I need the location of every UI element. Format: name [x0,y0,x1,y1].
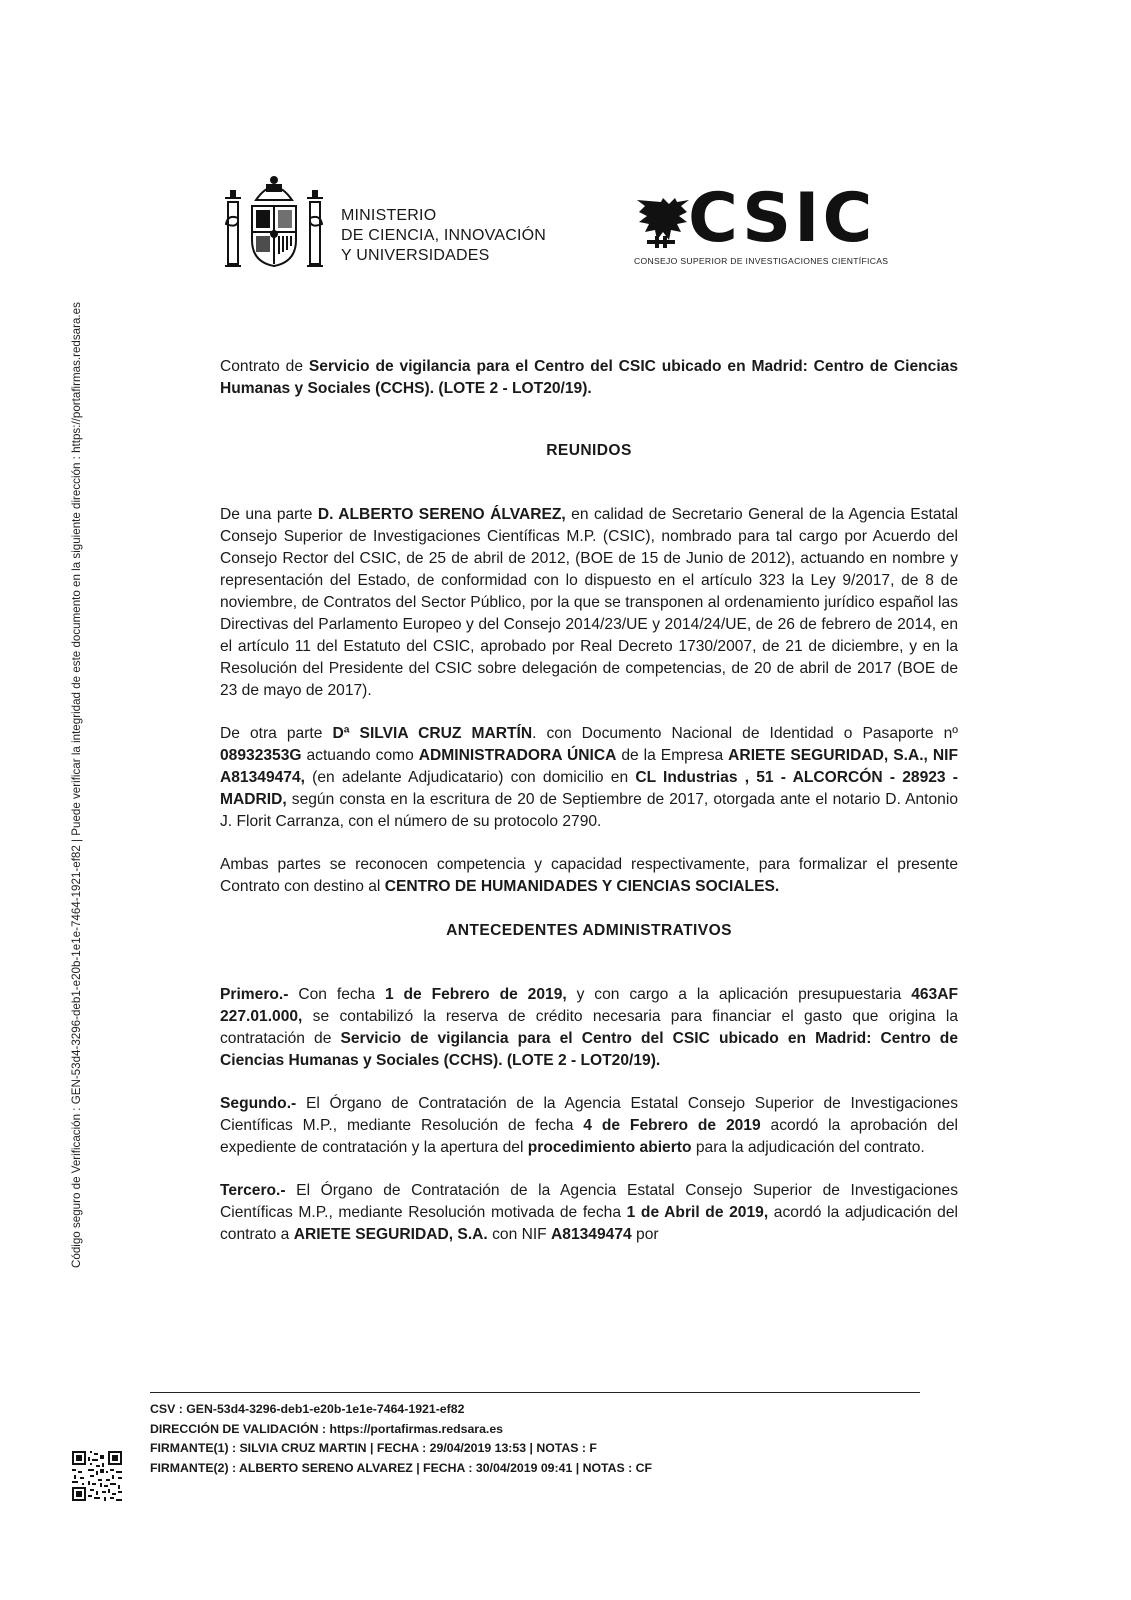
document-body [220,356,958,1267]
tercero-text: El Órgano de Contratación de la Agencia Estatal Consejo Superior de Investigaciones Científicas M.P., mediante Resolución motivada de fecha [220,1182,958,1221]
footer-csv: CSV : GEN-53d4-3296-deb1-e20b-1e1e-7464-1921-ef82 [150,1402,465,1416]
segundo-paragraph [220,1093,958,1159]
ministry-line-1: MINISTERIO [341,207,437,224]
segundo-label: Segundo.- [220,1095,297,1112]
segundo-text: acordó la aprobación del expediente de contratación y la apertura del [220,1117,958,1156]
csic-emblem-icon [633,196,689,250]
segundo-text: para la adjudicación del contrato. [691,1139,925,1156]
party1-name: D. ALBERTO SERENO ÁLVAREZ, [317,506,566,523]
tercero-paragraph [220,1180,958,1246]
party2-text: . con Documento Nacional de Identidad o Pasaporte nº [532,725,958,742]
primero-service: Servicio de vigilancia para el Centro del CSIC ubicado en Madrid: Centro de Ciencias Humanas y Sociales (CCHS). (LOTE 2 - LOT20/19). [220,1030,958,1069]
title-bold: Servicio de vigilancia para el Centro del CSIC ubicado en Madrid: Centro de Ciencias Humanas y Sociales (CCHS). (LOTE 2 - LOT20/19). [220,358,958,397]
heading-reunidos: REUNIDOS [546,442,632,459]
primero-date: 1 de Febrero de 2019, [384,986,567,1003]
party-one-paragraph [220,504,958,702]
title-prefix: Contrato de [220,358,309,375]
party2-text: (en adelante Adjudicatario) con domicilio en [304,769,636,786]
party2-role: ADMINISTRADORA ÚNICA [418,747,617,764]
party2-text: según consta en la escritura de 20 de Septiembre de 2017, otorgada ante el notario D. Antonio J. Florit Carranza, con el número de su protocolo 2790. [220,791,958,830]
tercero-nif: A81349474 [551,1226,632,1243]
party2-address: CL Industrias , 51 - ALCORCÓN - 28923 - MADRID, [220,769,958,808]
primero-label: Primero.- [220,986,289,1003]
footer-validation-url: DIRECCIÓN DE VALIDACIÓN : https://portafirmas.redsara.es [150,1421,504,1436]
party1-text: De una parte [220,506,318,523]
both-text: Ambas partes se reconocen competencia y capacidad respectivamente, para formalizar el presente Contrato con destino al [220,856,958,895]
tercero-label: Tercero.- [220,1182,286,1199]
primero-text: Con fecha [288,986,385,1003]
party2-id: 08932353G [220,747,302,764]
party2-text: actuando como [301,747,419,764]
party-two-paragraph [220,723,958,833]
segundo-date: 4 de Febrero de 2019 [583,1117,761,1134]
primero-budget-code: 463AF 227.01.000, [220,986,958,1025]
contract-title [220,356,958,400]
party2-company: ARIETE SEGURIDAD, S.A., NIF A81349474, [220,747,958,786]
verification-side-text: Código seguro de Verificación : GEN-53d4-3296-deb1-e20b-1e1e-7464-1921-ef82 | Puede verificar la integridad de este documento en la siguiente dirección : https://portafirmas.redsara.es [70,302,83,1268]
party2-text: De otra parte [220,725,333,742]
party2-text: de la Empresa [616,747,729,764]
csic-subtitle: CONSEJO SUPERIOR DE INVESTIGACIONES CIENTÍFICAS [634,256,889,266]
ministry-line-3: Y UNIVERSIDADES [341,247,490,264]
segundo-text: El Órgano de Contratación de la Agencia Estatal Consejo Superior de Investigaciones Científicas M.P., mediante Resolución de fecha [220,1095,958,1134]
primero-paragraph [220,984,958,1072]
tercero-date: 1 de Abril de 2019, [626,1204,769,1221]
both-destination: CENTRO DE HUMANIDADES Y CIENCIAS SOCIALES. [384,878,780,895]
tercero-company: ARIETE SEGURIDAD, S.A. [293,1226,488,1243]
tercero-text: por [631,1226,659,1243]
party2-name: Dª SILVIA CRUZ MARTÍN [332,725,533,742]
primero-text: se contabilizó la reserva de crédito necesaria para financiar el gasto que origina la contratación de [220,1008,958,1047]
heading-antecedentes: ANTECEDENTES ADMINISTRATIVOS [446,922,732,939]
ministry-name [341,206,546,266]
signature-footer [150,1392,920,1478]
footer-signer-1: FIRMANTE(1) : SILVIA CRUZ MARTIN | FECHA : 29/04/2019 13:53 | NOTAS : F [150,1441,597,1455]
tercero-text: acordó la adjudicación del contrato a [220,1204,958,1243]
document-header [0,170,1131,280]
segundo-procedure: procedimiento abierto [527,1139,692,1156]
tercero-text: con NIF [487,1226,552,1243]
ministry-line-2: DE CIENCIA, INNOVACIÓN [341,227,547,244]
qr-code-icon [72,1451,122,1501]
footer-signer-2: FIRMANTE(2) : ALBERTO SERENO ALVAREZ | FECHA : 30/04/2019 09:41 | NOTAS : CF [150,1460,653,1475]
csic-logo: CSIC [688,179,876,258]
primero-text: y con cargo a la aplicación presupuestaria [566,986,912,1003]
both-parties-paragraph [220,854,958,898]
party1-text: en calidad de Secretario General de la Agencia Estatal Consejo Superior de Investigaciones Científicas M.P. (CSIC), nombrado para tal cargo por Acuerdo del Consejo Rector del CSIC, de 25 de abril de 2012, (BOE de 15 de Junio de 2012), actuando en nombre y representación del Estado, de conformidad con lo dispuesto en el artículo 323 la Ley 9/2017, de 8 de noviembre, de Contratos del Sector Público, por la que se transponen al ordenamiento jurídico español las Directivas del Parlamento Europeo y del Consejo 2014/23/UE y 2014/24/UE, de 26 de febrero de 2014, en el artículo 11 del Estatuto del CSIC, aprobado por Real Decreto 1730/2007, de 21 de diciembre, y en la Resolución del Presidente del CSIC sobre delegación de competencias, de 20 de abril de 2017 (BOE de 23 de mayo de 2017). [220,506,958,699]
spain-coat-of-arms-icon [222,172,326,272]
